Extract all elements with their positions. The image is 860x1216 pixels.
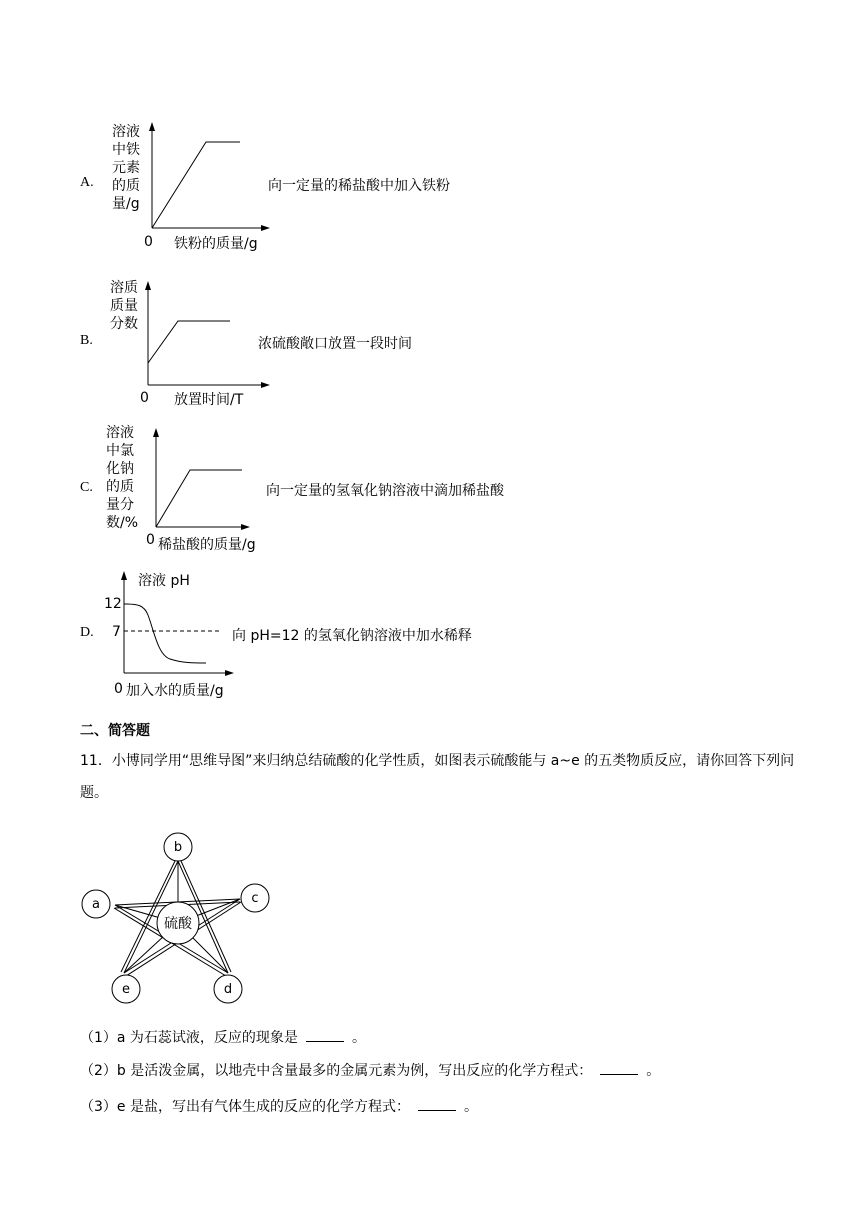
- option-c-text: 向一定量的氢氧化钠溶液中滴加稀盐酸: [266, 483, 504, 499]
- graph-b-curve: [148, 321, 230, 363]
- graph-c-ylabel-4: 的质: [106, 479, 134, 495]
- option-c-letter: C.: [80, 480, 93, 495]
- sub-question-1: [80, 1027, 366, 1047]
- sub-question-3-end: 。: [463, 1099, 478, 1115]
- center-node-label: 硫酸: [164, 916, 192, 932]
- option-b-letter: B.: [80, 333, 93, 348]
- question-11-text: 11．小博同学用“思维导图”来归纳总结硫酸的化学性质，如图表示硫酸能与 a~e 的五类物质反应，请你回答下列问题。: [80, 753, 795, 801]
- graph-b-ylabel-1: 溶质: [110, 280, 138, 296]
- graph-c-xarrow: [241, 524, 250, 530]
- graph-a-curve: [152, 142, 240, 228]
- graph-c-origin: 0: [146, 532, 155, 548]
- graph-b-ylabel-3: 分数: [110, 316, 138, 332]
- graph-c-xlabel: 稀盐酸的质量/g: [158, 537, 256, 553]
- graph-c-ylabel-2: 中氯: [106, 443, 134, 459]
- graph-c-ylabel-6: 数/%: [106, 515, 139, 531]
- sub-question-2-text: （2）b 是活泼金属，以地壳中含量最多的金属元素为例，写出反应的化学方程式：: [80, 1063, 593, 1079]
- graph-c: [104, 420, 274, 558]
- graph-a-ylabel-2: 中铁: [112, 142, 140, 158]
- graph-c-curve: [156, 470, 242, 527]
- node-a-label: a: [92, 897, 100, 912]
- graph-a-origin: 0: [144, 234, 153, 250]
- graph-c-ylabel-3: 化钠: [106, 461, 134, 477]
- node-c-label: c: [251, 891, 259, 906]
- option-a-letter: A.: [80, 175, 94, 190]
- graph-a-yarrow: [149, 122, 155, 131]
- sub-question-2: [80, 1060, 660, 1080]
- graph-d-origin: 0: [114, 681, 123, 697]
- option-b-text: 浓硫酸敞口放置一段时间: [258, 336, 412, 352]
- sub-question-1-end: 。: [351, 1030, 366, 1046]
- option-a-text: 向一定量的稀盐酸中加入铁粉: [268, 178, 450, 194]
- sub-question-3-text: （3）e 是盐，写出有气体生成的反应的化学方程式：: [80, 1099, 410, 1115]
- graph-c-yarrow: [153, 428, 159, 437]
- section-title: 二、简答题: [80, 723, 150, 739]
- node-b-label: b: [173, 840, 183, 855]
- graph-d-ylabel: 溶液 pH: [138, 573, 190, 589]
- graph-a-xarrow: [261, 225, 270, 231]
- graph-d-tick-7: 7: [112, 624, 121, 640]
- sulfuric-acid-star-diagram: [78, 828, 278, 1008]
- graph-d-xarrow: [225, 670, 234, 676]
- sub-question-1-text: （1）a 为石蕊试液，反应的现象是: [80, 1030, 298, 1046]
- graph-a-ylabel-1: 溶液: [112, 124, 140, 140]
- graph-c-ylabel-5: 量分: [106, 497, 134, 513]
- sub-question-1-answer-blank[interactable]: [306, 1027, 344, 1042]
- node-d-label: d: [223, 982, 233, 997]
- graph-b-xlabel: 放置时间/T: [174, 392, 244, 408]
- graph-d-tick-12: 12: [104, 596, 122, 612]
- sub-question-3: [80, 1096, 478, 1116]
- option-d-text: 向 pH=12 的氢氧化钠溶液中加水稀释: [232, 628, 472, 644]
- graph-a: [104, 118, 274, 258]
- sub-question-2-end: 。: [646, 1063, 661, 1079]
- graph-a-ylabel-5: 量/g: [112, 196, 140, 212]
- graph-b: [104, 275, 274, 410]
- graph-d-xlabel: 加入水的质量/g: [126, 683, 224, 699]
- graph-b-xarrow: [261, 382, 270, 388]
- graph-b-ylabel-2: 质量: [110, 298, 138, 314]
- graph-d-yarrow: [121, 571, 127, 580]
- sub-question-3-answer-blank[interactable]: [418, 1096, 456, 1111]
- graph-b-origin: 0: [140, 390, 149, 406]
- sub-question-2-answer-blank[interactable]: [600, 1060, 638, 1075]
- graph-b-yarrow: [145, 281, 151, 290]
- graph-a-ylabel-4: 的质: [112, 178, 140, 194]
- graph-d-curve: [124, 604, 206, 663]
- graph-a-xlabel: 铁粉的质量/g: [174, 236, 258, 252]
- option-d-letter: D.: [80, 625, 94, 640]
- graph-a-ylabel-3: 元素: [112, 160, 140, 176]
- node-e-label: e: [122, 982, 130, 997]
- graph-c-ylabel-1: 溶液: [106, 425, 134, 441]
